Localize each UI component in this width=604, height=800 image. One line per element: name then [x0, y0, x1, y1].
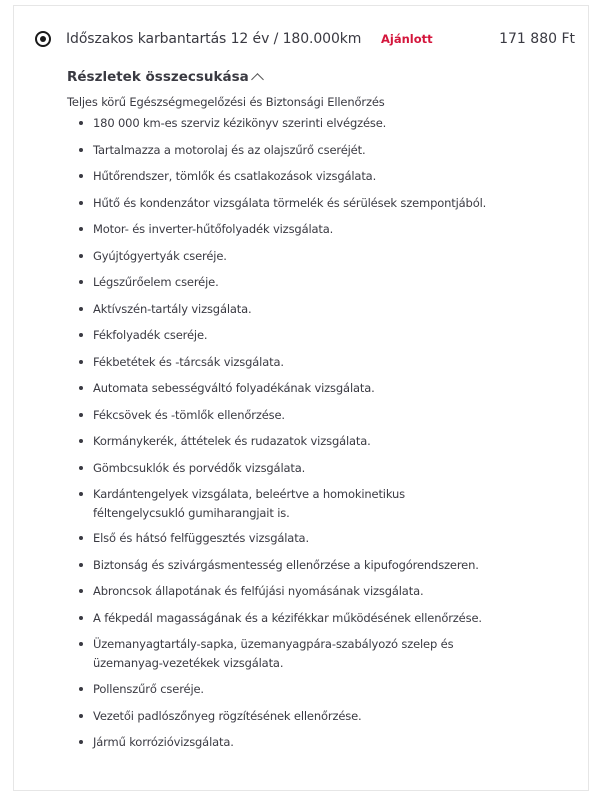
list-item-text: Pollenszűrő cseréje. [93, 682, 204, 696]
list-item [93, 635, 473, 672]
bullet-icon [79, 563, 83, 567]
list-item [93, 556, 563, 575]
list-item-text: A fékpedál magasságának és a kézifékkar működésének ellenőrzése. [93, 610, 482, 625]
list-item [93, 485, 423, 522]
bullet-icon [79, 740, 83, 744]
list-item-text: Hűtő és kondenzátor vizsgálata törmelék és sérülések szempontjából. [93, 195, 487, 210]
list-item-text: Fékbetétek és -tárcsák vizsgálata. [93, 354, 284, 369]
list-item [93, 707, 563, 726]
bullet-icon [79, 254, 83, 258]
list-item [93, 273, 563, 292]
bullet-icon [79, 307, 83, 311]
service-option-card [13, 5, 589, 791]
service-price: 171 880 Ft [499, 31, 575, 47]
list-item-text: Biztonság és szivárgásmentesség ellenőrzése a kipufogórendszeren. [93, 557, 479, 572]
list-item-text: 180 000 km-es szerviz kézikönyv szerinti elvégzése. [93, 116, 387, 130]
service-title: Időszakos karbantartás 12 év / 180.000km [66, 31, 362, 47]
bullet-icon [79, 536, 83, 540]
list-item-text: Gömbcsuklók és porvédők vizsgálata. [93, 460, 306, 475]
list-item [93, 379, 563, 398]
list-item [93, 194, 563, 213]
list-item [93, 459, 563, 478]
bullet-icon [79, 589, 83, 593]
bullet-icon [79, 439, 83, 443]
list-item-text: Hűtőrendszer, tömlők és csatlakozások vizsgálata. [93, 169, 377, 183]
list-item [93, 167, 563, 186]
collapse-details-label: Részletek összecsukása [67, 69, 249, 85]
bullet-icon [79, 227, 83, 231]
list-item-text: Fékfolyadék cseréje. [93, 328, 208, 342]
details-subheading: Teljes körű Egészségmegelőzési és Biztonsági Ellenőrzés [67, 95, 385, 109]
list-item [93, 609, 563, 628]
bullet-icon [79, 360, 83, 364]
bullet-icon [79, 201, 83, 205]
bullet-icon [79, 687, 83, 691]
collapse-details-toggle[interactable] [67, 68, 262, 86]
bullet-icon [79, 174, 83, 178]
list-item-text: Jármű korrózióvizsgálata. [93, 735, 234, 749]
list-item-text: Tartalmazza a motorolaj és az olajszűrő cseréjét. [93, 142, 366, 157]
list-item [93, 247, 563, 266]
list-item-text: Aktívszén-tartály vizsgálata. [93, 301, 252, 316]
bullet-icon [79, 714, 83, 718]
bullet-icon [79, 492, 83, 496]
bullet-icon [79, 121, 83, 125]
list-item-text: Fékcsövek és -tömlők ellenőrzése. [93, 407, 285, 422]
bullet-icon [79, 280, 83, 284]
list-item [93, 432, 563, 451]
list-item [93, 141, 563, 160]
list-item-text: Üzemanyagtartály-sapka, üzemanyagpára-szabályozó szelep és üzemanyag-vezetékek vizsgálata. [93, 637, 454, 670]
list-item [93, 733, 563, 752]
bullet-icon [79, 148, 83, 152]
bullet-icon [79, 333, 83, 337]
bullet-icon [79, 642, 83, 646]
bullet-icon [79, 466, 83, 470]
service-option-header[interactable] [35, 30, 575, 52]
recommended-badge: Ajánlott [381, 32, 433, 46]
list-item-text: Kardántengelyek vizsgálata, beleértve a homokinetikus féltengelycsukló gumiharangjait is. [93, 487, 405, 520]
list-item-text: Első és hátsó felfüggesztés vizsgálata. [93, 531, 309, 545]
chevron-up-icon [251, 73, 264, 86]
list-item-text: Motor- és inverter-hűtőfolyadék vizsgálata. [93, 222, 334, 236]
bullet-icon [79, 386, 83, 390]
list-item [93, 582, 563, 601]
list-item-text: Gyújtógyertyák cseréje. [93, 248, 227, 263]
list-item [93, 220, 563, 239]
bullet-icon [79, 413, 83, 417]
list-item [93, 406, 563, 425]
list-item-text: Abroncsok állapotának és felfújási nyomásának vizsgálata. [93, 584, 424, 598]
list-item [93, 326, 563, 345]
radio-selected-icon[interactable] [35, 31, 51, 47]
list-item-text: Légszűrőelem cseréje. [93, 275, 219, 289]
list-item [93, 114, 563, 133]
list-item [93, 680, 563, 699]
list-item [93, 353, 563, 372]
bullet-icon [79, 616, 83, 620]
list-item [93, 300, 563, 319]
list-item [93, 529, 563, 548]
list-item-text: Vezetői padlószőnyeg rögzítésének ellenőrzése. [93, 708, 362, 723]
list-item-text: Kormánykerék, áttételek és rudazatok vizsgálata. [93, 434, 371, 448]
list-item-text: Automata sebességváltó folyadékának vizsgálata. [93, 381, 375, 395]
